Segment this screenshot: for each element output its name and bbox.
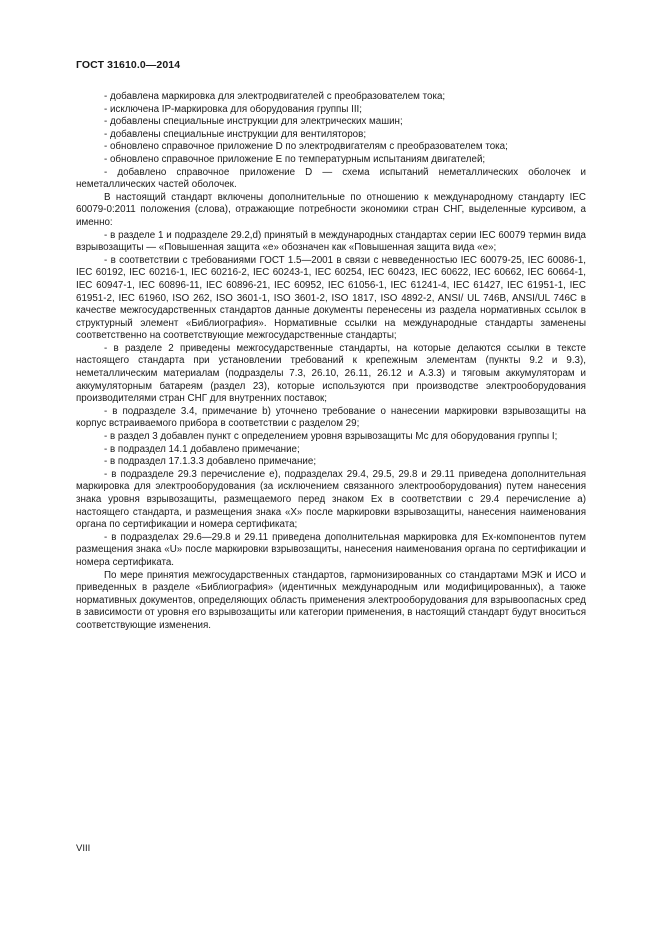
paragraph: - обновлено справочное приложение E по температурным испытаниям двигателей; xyxy=(104,153,486,165)
paragraph: - в разделе 1 и подразделе 29.2,d) принятый в международных стандартах серии IEC 60079 термин вида взрывозащиты — «Повышенная защита «е» обозначен как «Повышенная защита вида «е»; xyxy=(76,229,586,254)
paragraph: - в раздел 3 добавлен пункт с определением уровня взрывозащиты Мс для оборудования группы I; xyxy=(104,431,558,443)
paragraph: - в подразделах 29.6—29.8 и 29.11 приведена дополнительная маркировка для Ex-компонентов путем размещения знака «U» после маркировки взрывозащиты, нанесения наименования органа по сертификации и номера сертификата. xyxy=(76,531,586,568)
document-body xyxy=(76,91,586,633)
document-header-title: ГОСТ 31610.0—2014 xyxy=(76,59,181,71)
paragraph: - в разделе 2 приведены межгосударственные стандарты, на которые делаются ссылки в тексте настоящего стандарта при установлении требований к крепежным элементам (пункты 9.2 и 9.3), неметаллическим материалам (подразделы 7.3, 26.10, 26.11, 26.12 и А.3.3) и тяговым аккумуляторам и аккумуляторным батареям (раздел 23), которые используются при производстве электрооборудования производителями стран СНГ для внутренних поставок; xyxy=(76,342,586,405)
paragraph: - обновлено справочное приложение D по электродвигателям с преобразователем тока; xyxy=(104,141,508,153)
paragraph: В настоящий стандарт включены дополнительные по отношению к международному стандарту IEC 60079-0:2011 положения (слова), отражающие потребности экономики стран СНГ, выделенные курсивом, а именно: xyxy=(76,191,586,228)
paragraph: - исключена IP-маркировка для оборудования группы III; xyxy=(104,103,362,115)
paragraph: - в подразделе 29.3 перечисление е), подразделах 29.4, 29.5, 29.8 и 29.11 приведена дополнительная маркировка для электрооборудования (за исключением связанного электрооборудования) путем нанесения знака уровня взрывозащиты, размещаемого перед знаком Ex в соответствии с 29.4 перечисление а) настоящего стандарта, и размещения знака «X» после маркировки взрывозащиты, нанесения наименования органа по сертификации и номера сертификата; xyxy=(76,468,586,531)
paragraph: - добавлено справочное приложение D — схема испытаний неметаллических оболочек и неметаллических частей оболочек. xyxy=(76,166,586,191)
paragraph: По мере принятия межгосударственных стандартов, гармонизированных со стандартами МЭК и ИСО и приведенных в разделе «Библиография» (идентичных международным или модифицированных), а также нормативных документов, определяющих область применения электрооборудования для взрывоопасных сред в зависимости от уровня его взрывозащиты или категории применения, в настоящий стандарт будут вноситься соответствующие изменения. xyxy=(76,569,586,631)
paragraph: - в соответствии с требованиями ГОСТ 1.5—2001 в связи с невведенностью IEC 60079-25, IEC 60086-1, IEC 60192, IEC 60216-1, IEC 60216-2, IEC 60243-1, IEC 60254, IEC 60423, IEC 60622, IEC 60662, IEC 60664-1, IEC 60947-1, IEC 60896-11, IEC 60896-21, IEC 60952, IEC 61056-1, IEC 61241-4, IEC 61427, IEC 61951-1, IEC 61951-2, IEC 61960, ISO 262, ISO 3601-1, ISO 3601-2, ISO 1817, ISO 4892-2, ANSI/ UL 746B, ANSI/UL 746C в качестве межгосударственных стандартов данные документы перенесены из раздела нормативных ссылок в структурный элемент «Библиография». Нормативные ссылки на международные стандарты заменены соответственно на соответствующие межгосударственные стандарты; xyxy=(76,254,586,342)
paragraph: - в подраздел 17.1.3.3 добавлено примечание; xyxy=(104,456,317,468)
paragraph: - добавлены специальные инструкции для вентиляторов; xyxy=(104,128,367,140)
paragraph: - добавлена маркировка для электродвигателей с преобразователем тока; xyxy=(104,91,446,102)
paragraph: - добавлены специальные инструкции для электрических машин; xyxy=(104,116,403,128)
paragraph: - в подраздел 14.1 добавлено примечание; xyxy=(104,443,300,455)
paragraph: - в подразделе 3.4, примечание b) уточнено требование о нанесении маркировки взрывозащиты на корпус встраиваемого прибора в соответствии с разделом 29; xyxy=(76,405,586,430)
page-number: VIII xyxy=(76,843,91,854)
